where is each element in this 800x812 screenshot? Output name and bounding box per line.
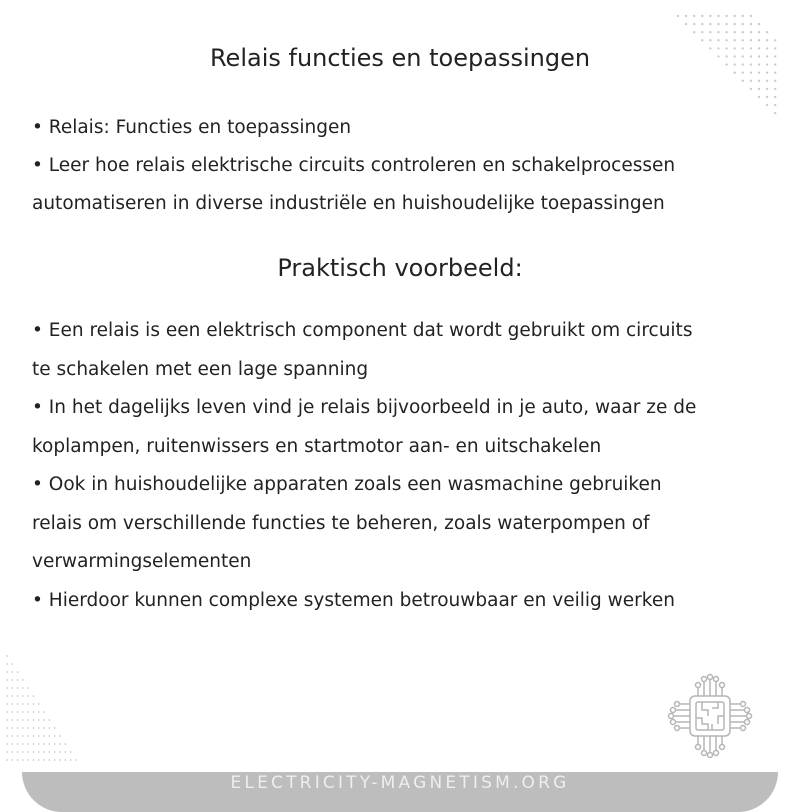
dot bbox=[33, 759, 35, 761]
dot bbox=[43, 727, 45, 729]
dot bbox=[766, 88, 768, 90]
dot bbox=[766, 96, 768, 98]
dot bbox=[717, 23, 719, 25]
dot bbox=[38, 759, 40, 761]
dot bbox=[59, 743, 61, 745]
dot bbox=[49, 751, 51, 753]
dot bbox=[750, 23, 752, 25]
dot bbox=[766, 39, 768, 41]
dot bbox=[17, 687, 19, 689]
dot bbox=[742, 31, 744, 33]
dot bbox=[742, 80, 744, 82]
dot bbox=[11, 687, 13, 689]
dot bbox=[6, 727, 8, 729]
dot bbox=[11, 735, 13, 737]
dot bbox=[742, 39, 744, 41]
dot bbox=[725, 31, 727, 33]
dot bbox=[766, 80, 768, 82]
dot bbox=[49, 727, 51, 729]
dot bbox=[54, 751, 56, 753]
dot bbox=[11, 679, 13, 681]
dot bbox=[22, 719, 24, 721]
intro-line: • Relais: Functies en toepassingen bbox=[32, 117, 352, 138]
dot bbox=[750, 15, 752, 17]
dot bbox=[33, 719, 35, 721]
dot bbox=[734, 23, 736, 25]
dot bbox=[717, 15, 719, 17]
dot bbox=[774, 39, 776, 41]
example-line: relais om verschillende functies te beheren, zoals waterpompen of bbox=[32, 512, 650, 534]
dot bbox=[17, 719, 19, 721]
dot bbox=[725, 15, 727, 17]
dot bbox=[59, 759, 61, 761]
dot bbox=[49, 743, 51, 745]
dot bbox=[33, 727, 35, 729]
dot bbox=[6, 655, 8, 657]
dot bbox=[709, 23, 711, 25]
dot bbox=[742, 23, 744, 25]
dot bbox=[11, 743, 13, 745]
dot bbox=[49, 719, 51, 721]
dot bbox=[27, 751, 29, 753]
dot bbox=[59, 751, 61, 753]
dot bbox=[774, 88, 776, 90]
dot bbox=[6, 711, 8, 713]
dot bbox=[64, 759, 66, 761]
dot bbox=[43, 719, 45, 721]
dot bbox=[758, 88, 760, 90]
dot bbox=[17, 703, 19, 705]
dot bbox=[43, 711, 45, 713]
dot bbox=[11, 719, 13, 721]
dot bbox=[734, 39, 736, 41]
dot bbox=[758, 23, 760, 25]
dot bbox=[38, 719, 40, 721]
dot bbox=[27, 759, 29, 761]
dot bbox=[717, 39, 719, 41]
dot bbox=[766, 31, 768, 33]
dot bbox=[11, 671, 13, 673]
dot bbox=[38, 735, 40, 737]
dot bbox=[22, 711, 24, 713]
dot bbox=[33, 743, 35, 745]
example-line: • In het dagelijks leven vind je relais bijvoorbeeld in je auto, waar ze de bbox=[32, 397, 697, 418]
dot bbox=[70, 759, 72, 761]
dot bbox=[22, 743, 24, 745]
dot bbox=[17, 759, 19, 761]
dot bbox=[22, 687, 24, 689]
dot bbox=[750, 80, 752, 82]
dot bbox=[11, 695, 13, 697]
dot bbox=[27, 719, 29, 721]
intro-list bbox=[32, 109, 772, 223]
dot bbox=[17, 743, 19, 745]
dot bbox=[725, 23, 727, 25]
dot bbox=[11, 727, 13, 729]
dot bbox=[27, 727, 29, 729]
dot bbox=[17, 751, 19, 753]
dot bbox=[774, 112, 776, 114]
dot bbox=[17, 711, 19, 713]
dot bbox=[6, 743, 8, 745]
dot bbox=[701, 39, 703, 41]
dot bbox=[22, 751, 24, 753]
dot bbox=[22, 703, 24, 705]
dot bbox=[685, 23, 687, 25]
dot bbox=[6, 703, 8, 705]
dot bbox=[75, 759, 77, 761]
dot bbox=[54, 743, 56, 745]
dot bbox=[6, 679, 8, 681]
example-list bbox=[32, 312, 772, 620]
dot bbox=[685, 15, 687, 17]
dot bbox=[70, 751, 72, 753]
example-line: • Ook in huishoudelijke apparaten zoals een wasmachine gebruiken bbox=[32, 474, 662, 495]
dot bbox=[17, 695, 19, 697]
dot bbox=[677, 15, 679, 17]
intro-line: automatiseren in diverse industriële en huishoudelijke toepassingen bbox=[32, 193, 665, 214]
intro-line: • Leer hoe relais elektrische circuits controleren en schakelprocessen bbox=[32, 155, 676, 176]
dot bbox=[17, 727, 19, 729]
dot bbox=[59, 735, 61, 737]
dot bbox=[774, 104, 776, 106]
dot bbox=[11, 703, 13, 705]
dot bbox=[11, 711, 13, 713]
dot bbox=[774, 80, 776, 82]
dot bbox=[709, 39, 711, 41]
dot bbox=[717, 31, 719, 33]
dot bbox=[709, 15, 711, 17]
dot bbox=[43, 759, 45, 761]
dot bbox=[11, 759, 13, 761]
dot bbox=[701, 31, 703, 33]
dot bbox=[6, 671, 8, 673]
dot bbox=[701, 23, 703, 25]
dot bbox=[22, 759, 24, 761]
dot bbox=[33, 695, 35, 697]
dot bbox=[11, 663, 13, 665]
dot bbox=[6, 751, 8, 753]
dot bbox=[750, 88, 752, 90]
dot bbox=[734, 15, 736, 17]
dot bbox=[725, 39, 727, 41]
example-line: koplampen, ruitenwissers en startmotor aan- en uitschakelen bbox=[32, 435, 602, 457]
dot bbox=[6, 735, 8, 737]
dot bbox=[693, 31, 695, 33]
dot bbox=[22, 695, 24, 697]
dot bbox=[734, 31, 736, 33]
dot bbox=[22, 679, 24, 681]
dot bbox=[17, 679, 19, 681]
dot bbox=[709, 31, 711, 33]
dot bbox=[6, 695, 8, 697]
dot bbox=[27, 743, 29, 745]
circuit-chip-icon bbox=[660, 672, 760, 758]
dot bbox=[742, 15, 744, 17]
dot bbox=[17, 671, 19, 673]
example-line: te schakelen met een lage spanning bbox=[32, 358, 369, 380]
dot bbox=[17, 735, 19, 737]
dot bbox=[6, 663, 8, 665]
dot bbox=[27, 703, 29, 705]
example-line: • Hierdoor kunnen complexe systemen betrouwbaar en veilig werken bbox=[32, 589, 675, 611]
dot bbox=[758, 39, 760, 41]
footer-site-name: ELECTRICITY-MAGNETISM.ORG bbox=[230, 773, 570, 793]
dot bbox=[758, 96, 760, 98]
section-heading: Praktisch voorbeeld: bbox=[277, 254, 523, 282]
dot bbox=[693, 15, 695, 17]
example-line: • Een relais is een elektrisch component dat wordt gebruikt om circuits bbox=[32, 320, 693, 341]
dot bbox=[33, 751, 35, 753]
dot bbox=[22, 735, 24, 737]
dot bbox=[758, 31, 760, 33]
dot bbox=[6, 719, 8, 721]
dot bbox=[38, 703, 40, 705]
dot bbox=[43, 735, 45, 737]
dot bbox=[758, 80, 760, 82]
footer-banner bbox=[22, 772, 778, 812]
dot bbox=[54, 727, 56, 729]
example-line: verwarmingselementen bbox=[32, 551, 252, 572]
dot bbox=[701, 15, 703, 17]
dot-pattern-bottom-left bbox=[0, 650, 90, 770]
dot bbox=[64, 743, 66, 745]
dot bbox=[766, 104, 768, 106]
dot bbox=[22, 727, 24, 729]
dot bbox=[54, 759, 56, 761]
dot bbox=[49, 759, 51, 761]
dot bbox=[750, 39, 752, 41]
dot bbox=[27, 735, 29, 737]
dot bbox=[693, 23, 695, 25]
dot bbox=[33, 703, 35, 705]
dot bbox=[11, 751, 13, 753]
dot bbox=[38, 711, 40, 713]
dot bbox=[64, 751, 66, 753]
dot bbox=[38, 751, 40, 753]
page-title: Relais functies en toepassingen bbox=[209, 44, 591, 72]
dot bbox=[43, 743, 45, 745]
dot bbox=[27, 687, 29, 689]
dot bbox=[27, 711, 29, 713]
dot bbox=[6, 687, 8, 689]
dot bbox=[38, 743, 40, 745]
dot bbox=[49, 735, 51, 737]
dot bbox=[750, 31, 752, 33]
dot bbox=[33, 735, 35, 737]
dot bbox=[27, 695, 29, 697]
dot bbox=[774, 96, 776, 98]
dot bbox=[38, 727, 40, 729]
dot bbox=[54, 735, 56, 737]
dot bbox=[33, 711, 35, 713]
dot bbox=[43, 751, 45, 753]
dot bbox=[6, 759, 8, 761]
